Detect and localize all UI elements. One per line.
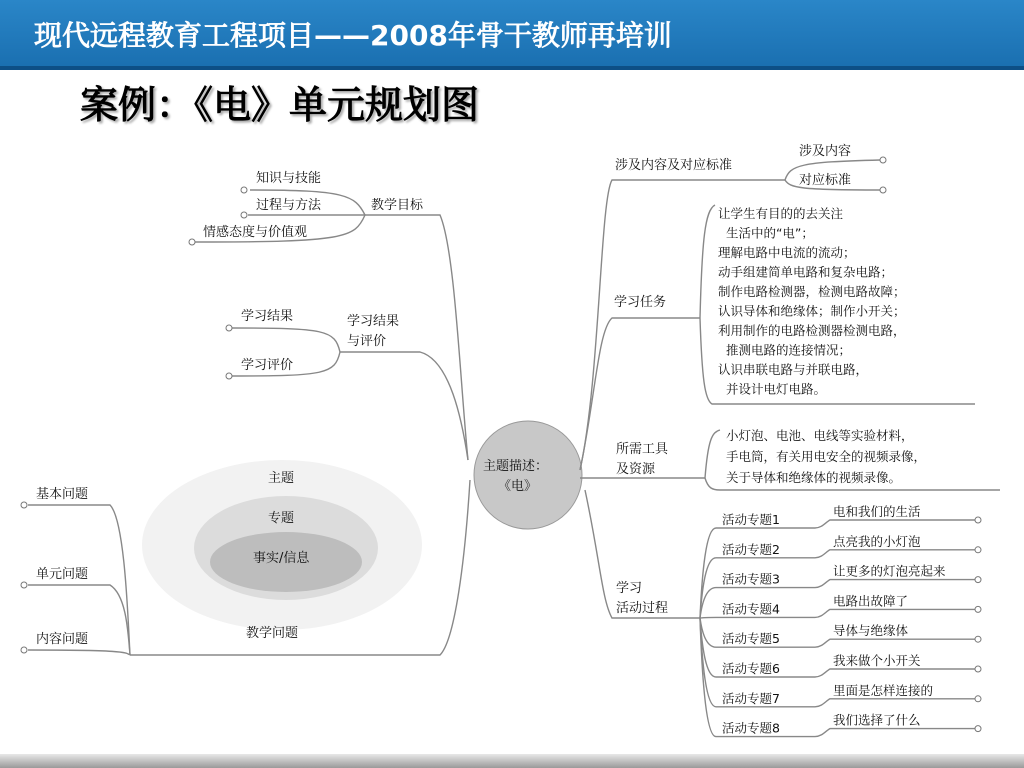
activity-end-dot: [975, 636, 981, 642]
slide-title: 案例：《电》单元规划图: [80, 83, 480, 127]
task-line: 动手组建简单电路和复杂电路；: [718, 264, 894, 280]
question-basic: 基本问题: [36, 487, 89, 502]
result-item-evaluation: 学习评价: [241, 358, 294, 373]
resources-label-line1: 所需工具: [616, 442, 669, 457]
resource-line-1: 小灯泡、电池、电线等实验材料，: [726, 428, 914, 443]
activity-end-dot: [975, 666, 981, 672]
activity-name: 活动专题7: [722, 690, 780, 706]
activity-end-dot: [975, 696, 981, 702]
activity-name: 活动专题6: [722, 661, 780, 676]
results-branch: [226, 308, 468, 460]
center-line2: 《电》: [498, 479, 538, 494]
task-line: 认识导体和绝缘体；制作小开关；: [718, 303, 906, 319]
activities-label-line2: 活动过程: [616, 601, 669, 616]
activity-name: 活动专题2: [722, 541, 780, 557]
task-line: 生活中的“电”；: [718, 225, 814, 241]
circle-topic: 主题: [268, 471, 295, 486]
result-item-outcome: 学习结果: [241, 309, 294, 324]
activity-end-dot: [975, 726, 981, 732]
task-line: 利用制作的电路检测器检测电路，: [718, 323, 906, 338]
goal-item-process: 过程与方法: [256, 198, 322, 213]
resources-label-line2: 及资源: [616, 462, 656, 477]
circle-fact: 事实/信息: [253, 551, 310, 566]
task-line: 制作电路检测器，检测电路故障；: [718, 284, 906, 299]
activity-title: 让更多的灯泡亮起来: [833, 563, 946, 579]
activity-end-dot: [975, 517, 981, 523]
resource-line-2: 手电筒，有关用电安全的视频录像，: [726, 449, 927, 464]
resource-line-3: 关于导体和绝缘体的视频录像。: [726, 470, 902, 485]
activity-name: 活动专题5: [722, 631, 780, 647]
activity-title: 点亮我的小灯泡: [833, 533, 921, 549]
activity-title: 电路出故障了: [833, 593, 909, 609]
goal-item-attitude: 情感态度与价值观: [203, 225, 308, 240]
question-unit: 单元问题: [36, 567, 89, 582]
questions-label: 教学问题: [246, 626, 299, 641]
activities-label-line1: 学习: [616, 581, 643, 596]
resources-branch: [580, 428, 1000, 490]
circle-subtopic: 专题: [268, 511, 295, 526]
questions-branch: [21, 460, 470, 655]
task-lines: [718, 206, 906, 397]
activity-title: 导体与绝缘体: [833, 623, 909, 639]
activity-title: 我来做个小开关: [833, 653, 921, 668]
question-content: 内容问题: [36, 632, 89, 647]
standards-label: 涉及内容及对应标准: [615, 158, 733, 173]
center-line1: 主题描述：: [483, 459, 549, 474]
activities-branch: [585, 490, 981, 737]
goals-label: 教学目标: [371, 198, 424, 213]
standard-item-criteria: 对应标准: [799, 173, 852, 188]
task-line: 并设计电灯电路。: [718, 381, 826, 397]
header-title: 现代远程教育工程项目——2008年骨干教师再培训: [34, 19, 672, 52]
task-line: 理解电路中电流的流动；: [718, 245, 856, 260]
goal-item-knowledge: 知识与技能: [256, 171, 322, 186]
activity-end-dot: [975, 577, 981, 583]
activity-name: 活动专题1: [722, 512, 780, 527]
task-line: 认识串联电路与并联电路，: [718, 362, 869, 377]
task-line: 推测电路的连接情况；: [718, 342, 851, 358]
activity-end-dot: [975, 547, 981, 553]
activity-items: [700, 504, 981, 737]
tasks-label: 学习任务: [614, 295, 667, 310]
results-label-line2: 与评价: [347, 334, 387, 349]
central-topic: [474, 421, 582, 529]
activity-name: 活动专题4: [722, 601, 780, 617]
activity-title: 电和我们的生活: [833, 504, 921, 519]
activity-name: 活动专题8: [722, 720, 780, 736]
activity-title: 我们选择了什么: [833, 712, 921, 728]
results-label-line1: 学习结果: [347, 314, 400, 329]
activity-end-dot: [975, 606, 981, 612]
activity-title: 里面是怎样连接的: [833, 682, 934, 698]
activity-name: 活动专题3: [722, 571, 780, 587]
task-line: 让学生有目的的去关注: [718, 206, 844, 221]
footer-bar: [0, 754, 1024, 768]
goals-branch: [189, 170, 468, 460]
standard-item-content: 涉及内容: [799, 144, 852, 159]
